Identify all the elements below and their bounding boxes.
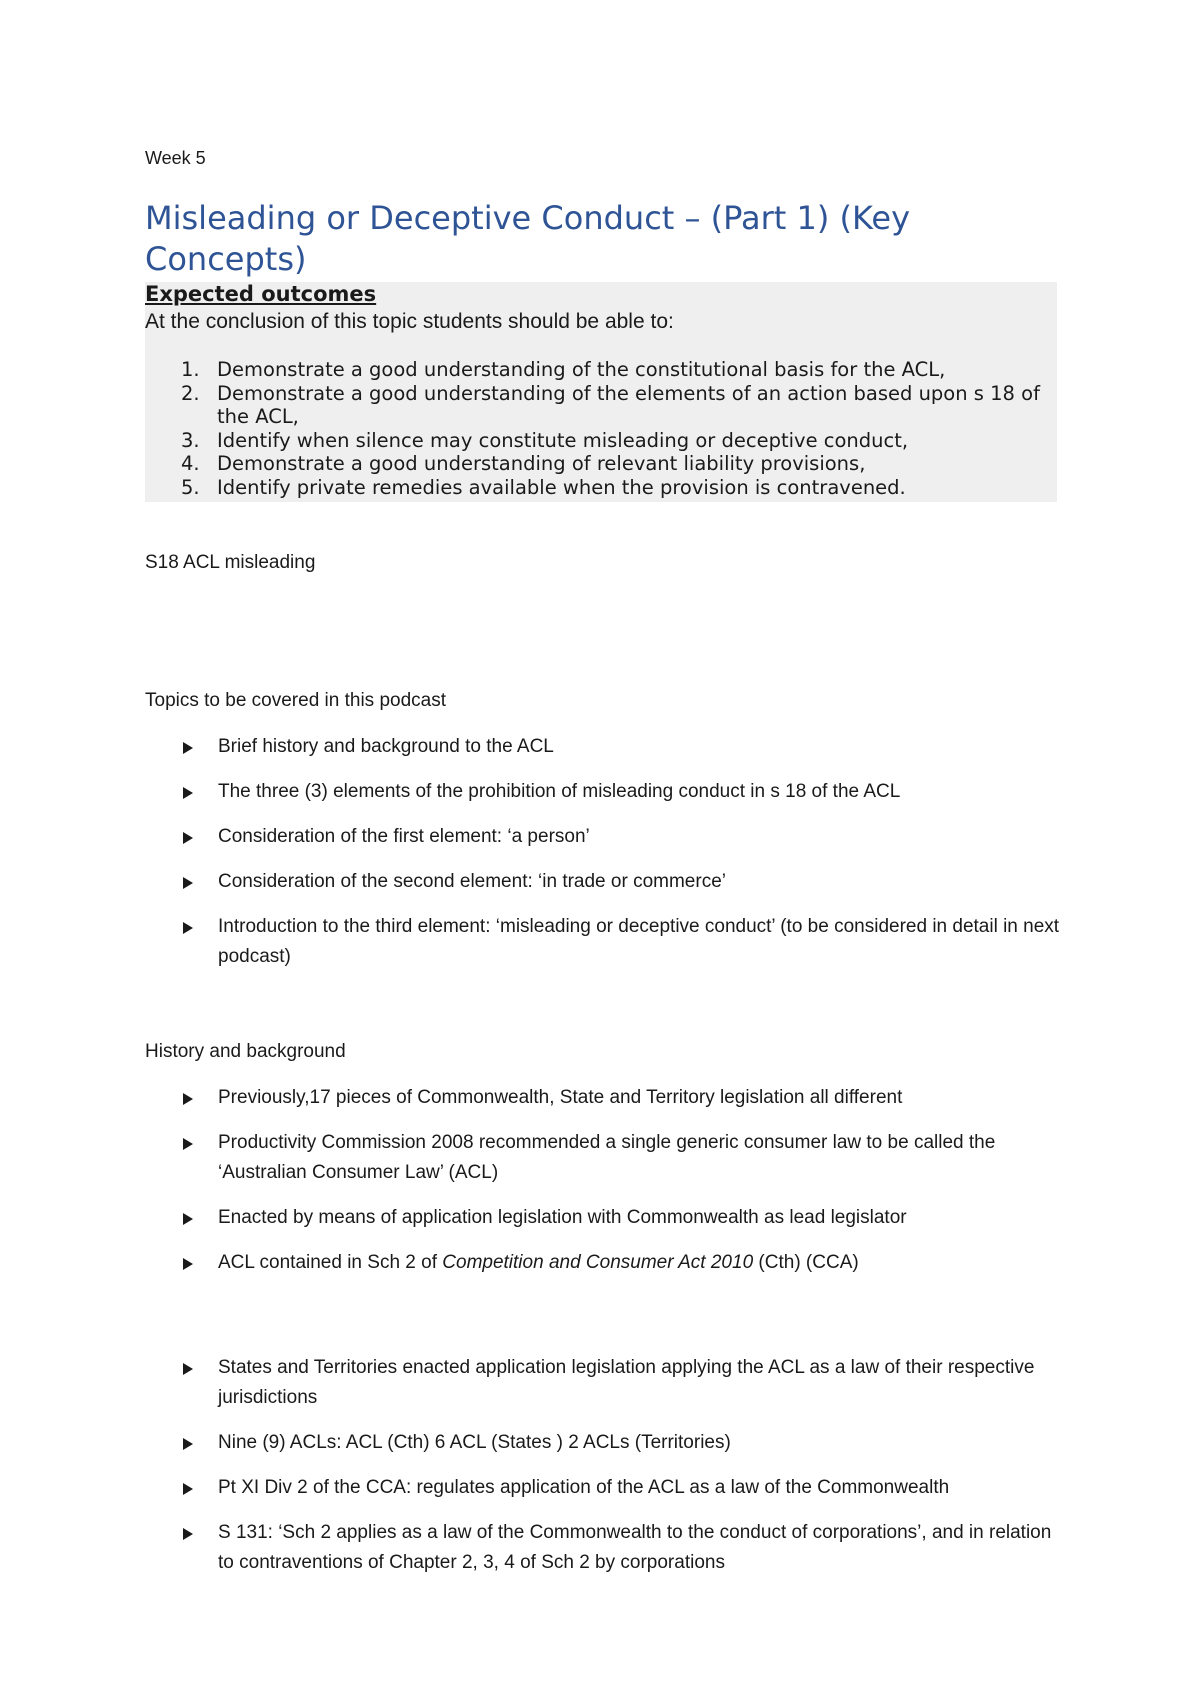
topic-item: Introduction to the third element: ‘misleading or deceptive conduct’ (to be considered in detail in next podcast) <box>145 912 1065 972</box>
history-heading: History and background <box>145 1041 346 1062</box>
outcome-text: Identify private remedies available when the provision is contravened. <box>217 475 906 499</box>
bullet-triangle-icon <box>183 1093 193 1105</box>
bullet-triangle-icon <box>183 787 193 799</box>
s18-heading: S18 ACL misleading <box>145 552 316 573</box>
bullet-triangle-icon <box>183 877 193 889</box>
history-item: Productivity Commission 2008 recommended a single generic consumer law to be called the ‘Australian Consumer Law’ (ACL) <box>145 1128 1065 1188</box>
bullet-triangle-icon <box>183 922 193 934</box>
topic-item: Consideration of the second element: ‘in trade or commerce’ <box>145 867 1065 897</box>
bullet-triangle-icon <box>183 1483 193 1495</box>
bullet-triangle-icon <box>183 742 193 754</box>
bullet-triangle-icon <box>183 1528 193 1540</box>
outcome-item <box>145 358 1057 382</box>
act-title: Competition and Consumer Act 2010 <box>442 1252 754 1273</box>
page-title: Misleading or Deceptive Conduct – (Part 1) (Key Concepts) <box>145 199 911 278</box>
topic-item: The three (3) elements of the prohibition of misleading conduct in s 18 of the ACL <box>145 777 1065 807</box>
history-list <box>145 1083 1065 1578</box>
topics-list <box>145 732 1065 972</box>
outcome-number: 5. <box>181 475 200 499</box>
history-item-acl-schedule: ACL contained in Sch 2 of Competition and Consumer Act 2010 (Cth) (CCA) <box>145 1248 1065 1278</box>
bullet-triangle-icon <box>183 1138 193 1150</box>
outcome-text: Identify when silence may constitute misleading or deceptive conduct, <box>217 428 909 452</box>
topic-item: Brief history and background to the ACL <box>145 732 1065 762</box>
history-item: Pt XI Div 2 of the CCA: regulates application of the ACL as a law of the Commonwealth <box>145 1473 1065 1503</box>
outcome-text: Demonstrate a good understanding of the elements of an action based upon s 18 of the ACL, <box>217 381 1040 428</box>
outcome-number: 3. <box>181 428 200 452</box>
history-item: Nine (9) ACLs: ACL (Cth) 6 ACL (States ) 2 ACLs (Territories) <box>145 1428 1065 1458</box>
outcome-item <box>145 429 1057 453</box>
outcome-text: Demonstrate a good understanding of relevant liability provisions, <box>217 452 866 475</box>
bullet-triangle-icon <box>183 1438 193 1450</box>
outcome-text: Demonstrate a good understanding of the constitutional basis for the ACL, <box>217 358 946 381</box>
topics-heading: Topics to be covered in this podcast <box>145 690 447 711</box>
outcome-number: 1. <box>181 358 200 381</box>
history-item: States and Territories enacted application legislation applying the ACL as a law of their respective jurisdictions <box>145 1353 1065 1413</box>
outcomes-intro: At the conclusion of this topic students should be able to: <box>145 310 674 333</box>
topic-item: Consideration of the first element: ‘a person’ <box>145 822 1065 852</box>
outcome-item <box>145 452 1057 476</box>
expected-outcomes-box <box>145 282 1057 502</box>
outcomes-heading: Expected outcomes <box>145 282 377 306</box>
outcome-number: 4. <box>181 452 200 475</box>
outcome-number: 2. <box>181 381 200 405</box>
outcome-item <box>145 476 1057 500</box>
outcome-item <box>145 382 1057 429</box>
week-label: Week 5 <box>145 148 206 168</box>
outcomes-list <box>145 358 1057 499</box>
bullet-triangle-icon <box>183 1213 193 1225</box>
history-item: S 131: ‘Sch 2 applies as a law of the Commonwealth to the conduct of corporations’, and in relation to contraventions of Chapter 2, 3, 4 of Sch 2 by corporations <box>145 1518 1065 1578</box>
bullet-triangle-icon <box>183 1258 193 1270</box>
history-item: Enacted by means of application legislation with Commonwealth as lead legislator <box>145 1203 1065 1233</box>
bullet-triangle-icon <box>183 832 193 844</box>
history-item: Previously,17 pieces of Commonwealth, State and Territory legislation all different <box>145 1083 1065 1113</box>
bullet-triangle-icon <box>183 1363 193 1375</box>
